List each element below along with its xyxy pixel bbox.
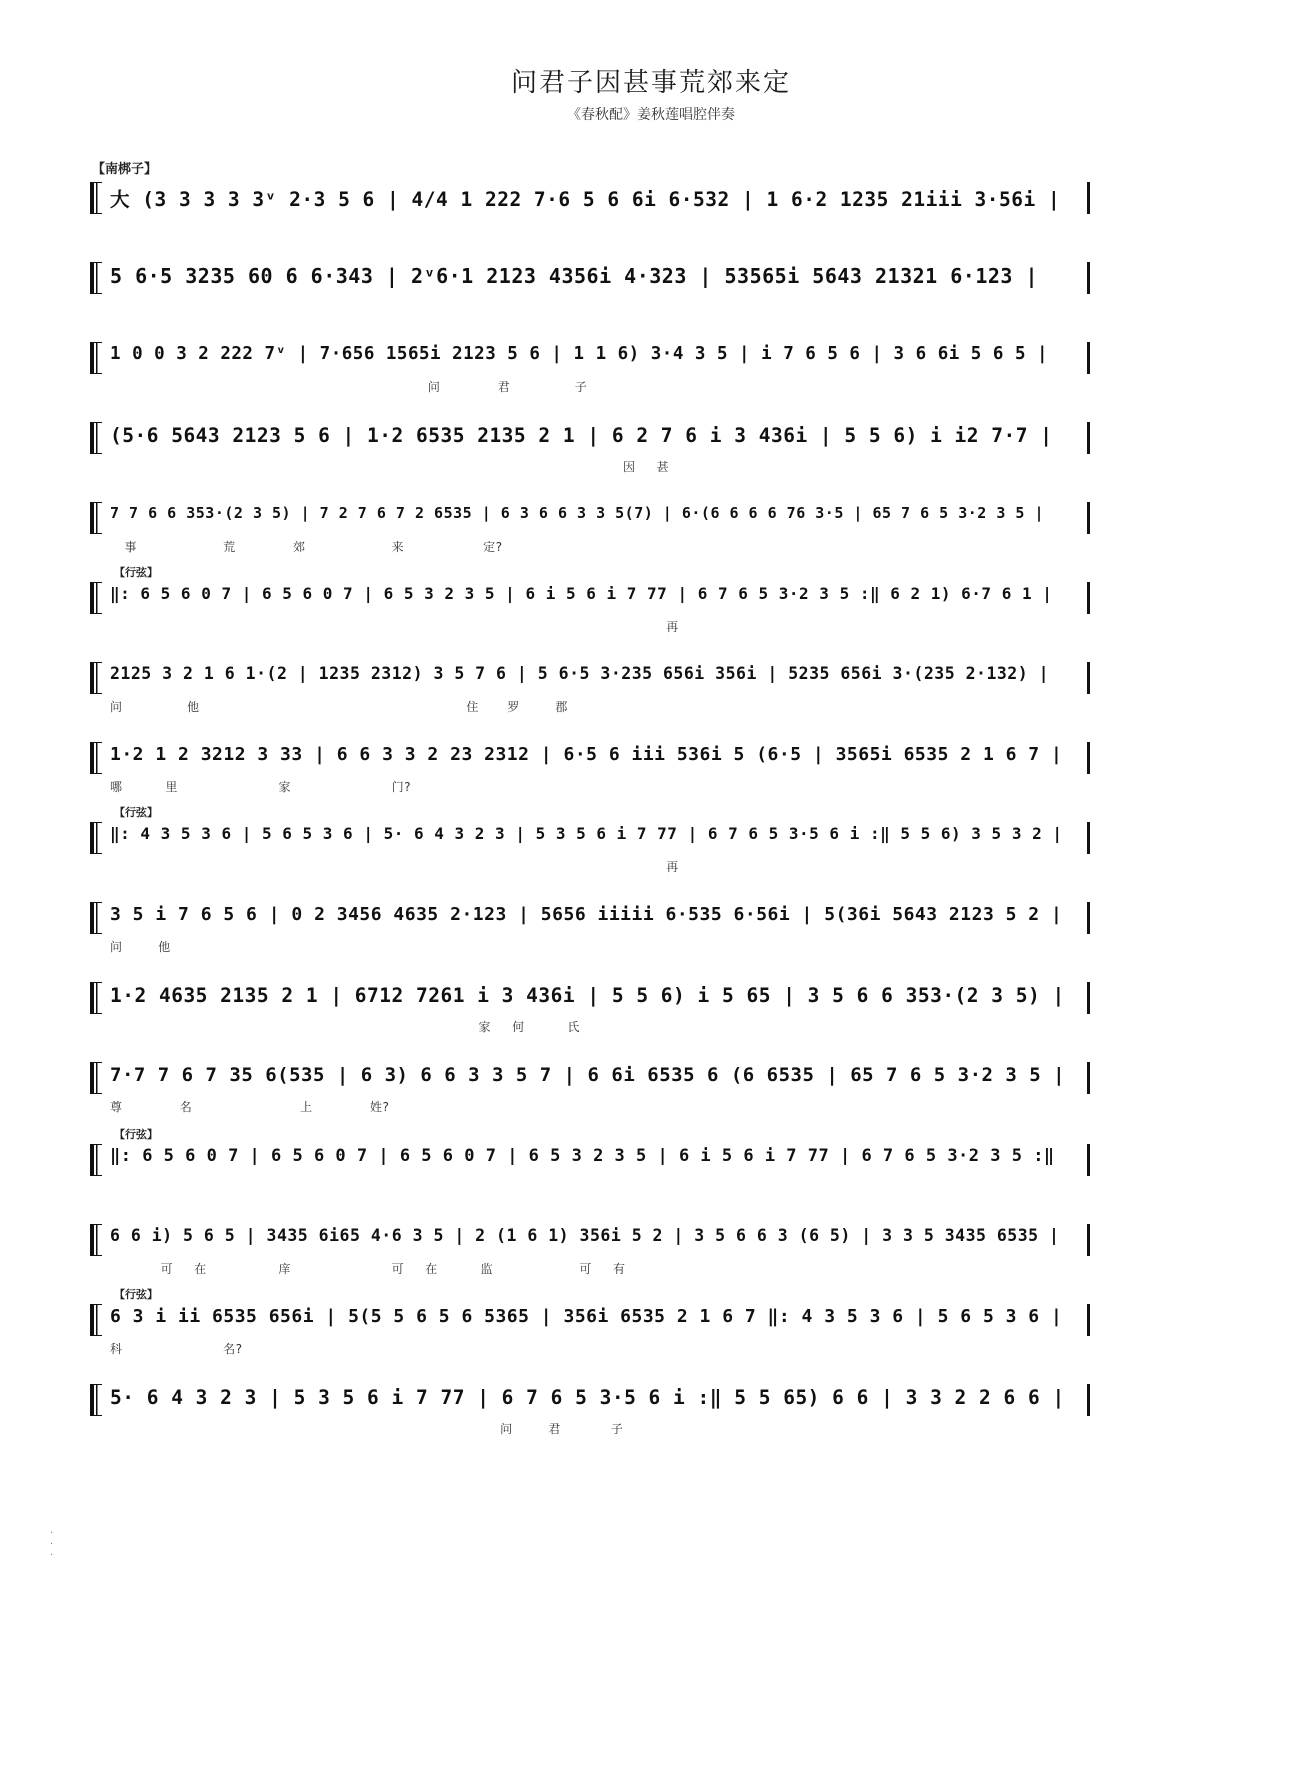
system-bracket-icon: [90, 1144, 104, 1176]
system-bracket-icon: [90, 262, 104, 294]
barline: [1087, 982, 1090, 1014]
barline: [1087, 342, 1090, 374]
system-bracket-icon: [90, 1224, 104, 1256]
lyrics-line: 问 君 子: [110, 380, 587, 394]
lyrics-line: 尊 名 上 姓?: [110, 1100, 390, 1114]
jianpu-notes: 1 0 0 3 2 222 7ᵛ | 7·656 1565i 2123 5 6 | 1 1 6) 3·4 3 5 | i 7 6 5 6 | 3 6 6i 5 6 5 |: [110, 344, 1049, 364]
page-subtitle: 《春秋配》姜秋莲唱腔伴奏: [567, 107, 735, 123]
lyrics-line: 再: [110, 860, 679, 874]
barline: [1087, 182, 1090, 214]
barline: [1087, 1224, 1090, 1256]
section-tag: 【行弦】: [114, 1128, 158, 1141]
system-bracket-icon: [90, 982, 104, 1014]
jianpu-notes: 5 6·5 3235 60 6 6·343 | 2ᵛ6·1 2123 4356i 4·323 | 53565i 5643 21321 6·123 |: [110, 264, 1039, 288]
jianpu-notes: ‖: 6 5 6 0 7 | 6 5 6 0 7 | 6 5 6 0 7 | 6 5 3 2 3 5 | 6 i 5 6 i 7 77 | 6 7 6 5 3·2 3 5 :‖: [110, 1146, 1055, 1166]
system-bracket-icon: [90, 502, 104, 534]
jianpu-notes: 7·7 7 6 7 35 6(535 | 6 3) 6 6 3 3 5 7 | 6 6i 6535 6 (6 6535 | 65 7 6 5 3·2 3 5 |: [110, 1064, 1066, 1086]
lyrics-line: 事 荒 郊 来 定?: [110, 540, 503, 554]
barline: [1087, 262, 1090, 294]
barline: [1087, 822, 1090, 854]
section-tag: 【行弦】: [114, 806, 158, 819]
lyrics-line: 可 在 庠 可 在 监 可 有: [110, 1262, 626, 1276]
system-bracket-icon: [90, 582, 104, 614]
barline: [1087, 1062, 1090, 1094]
jianpu-notes: ‖: 4 3 5 3 6 | 5 6 5 3 6 | 5· 6 4 3 2 3 | 5 3 5 6 i 7 77 | 6 7 6 5 3·5 6 i :‖ 5 5 6) 3 5 3 2 |: [110, 824, 1063, 843]
system-bracket-icon: [90, 422, 104, 454]
jianpu-notes: 5· 6 4 3 2 3 | 5 3 5 6 i 7 77 | 6 7 6 5 3·5 6 i :‖ 5 5 65) 6 6 | 3 3 2 2 6 6 |: [110, 1386, 1065, 1409]
system-bracket-icon: [90, 742, 104, 774]
barline: [1087, 422, 1090, 454]
jianpu-notes: 2125 3 2 1 6 1·(2 | 1235 2312) 3 5 7 6 | 5 6·5 3·235 656i 356i | 5235 656i 3·(235 2·132) |: [110, 664, 1050, 683]
jianpu-notes: 1·2 4635 2135 2 1 | 6712 7261 i 3 436i | 5 5 6) i 5 65 | 3 5 6 6 353·(2 3 5) |: [110, 984, 1065, 1007]
barline: [1087, 1144, 1090, 1176]
lyrics-line: 问 他: [110, 940, 171, 954]
jianpu-notes: 6 3 i ii 6535 656i | 5(5 5 6 5 6 5365 | 356i 6535 2 1 6 7 ‖: 4 3 5 3 6 | 5 6 5 3 6 |: [110, 1306, 1063, 1327]
lyrics-line: 再: [110, 620, 679, 634]
system-bracket-icon: [90, 1384, 104, 1416]
barline: [1087, 662, 1090, 694]
system-bracket-icon: [90, 822, 104, 854]
lyrics-line: 因 甚: [110, 460, 669, 474]
section-tag: 【行弦】: [114, 1288, 158, 1301]
system-bracket-icon: [90, 662, 104, 694]
section-label: 【南梆子】: [92, 162, 158, 177]
barline: [1087, 582, 1090, 614]
barline: [1087, 1384, 1090, 1416]
lyrics-line: 哪 里 家 门?: [110, 780, 411, 794]
barline: [1087, 742, 1090, 774]
jianpu-notes: 7 7 6 6 353·(2 3 5) | 7 2 7 6 7 2 6535 | 6 3 6 6 3 3 5(7) | 6·(6 6 6 6 76 3·5 | 65 7 6 5 3·2 3 5 |: [110, 504, 1045, 522]
jianpu-notes: ‖: 6 5 6 0 7 | 6 5 6 0 7 | 6 5 3 2 3 5 | 6 i 5 6 i 7 77 | 6 7 6 5 3·2 3 5 :‖ 6 2 1) 6·7 6 1 |: [110, 584, 1053, 603]
system-bracket-icon: [90, 342, 104, 374]
margin-marks: · · ·: [50, 1528, 54, 1561]
barline: [1087, 902, 1090, 934]
barline: [1087, 502, 1090, 534]
jianpu-notes: 大 (3 3 3 3 3ᵛ 2·3 5 6 | 4/4 1 222 7·6 5 6 6i 6·532 | 1 6·2 1235 21iii 3·56i |: [110, 188, 1061, 211]
system-bracket-icon: [90, 182, 104, 214]
barline: [1087, 1304, 1090, 1336]
jianpu-notes: 6 6 i) 5 6 5 | 3435 6i65 4·6 3 5 | 2 (1 6 1) 356i 5 2 | 3 5 6 6 3 (6 5) | 3 3 5 3435 6535 |: [110, 1226, 1060, 1245]
lyrics-line: 科 名?: [110, 1342, 243, 1356]
system-bracket-icon: [90, 902, 104, 934]
system-bracket-icon: [90, 1062, 104, 1094]
lyrics-line: 问 他 住 罗 郡: [110, 700, 568, 714]
lyrics-line: 问 君 子: [110, 1422, 623, 1436]
jianpu-notes: 3 5 i 7 6 5 6 | 0 2 3456 4635 2·123 | 5656 iiiii 6·535 6·56i | 5(36i 5643 2123 5 2 |: [110, 904, 1063, 925]
section-tag: 【行弦】: [114, 566, 158, 579]
jianpu-notes: 1·2 1 2 3212 3 33 | 6 6 3 3 2 23 2312 | 6·5 6 iii 536i 5 (6·5 | 3565i 6535 2 1 6 7 |: [110, 744, 1063, 765]
page-title: 问君子因甚事荒郊来定: [510, 68, 791, 98]
system-bracket-icon: [90, 1304, 104, 1336]
jianpu-notes: (5·6 5643 2123 5 6 | 1·2 6535 2135 2 1 | 6 2 7 6 i 3 436i | 5 5 6) i i2 7·7 |: [110, 424, 1053, 447]
lyrics-line: 家 何 氏: [110, 1020, 580, 1034]
